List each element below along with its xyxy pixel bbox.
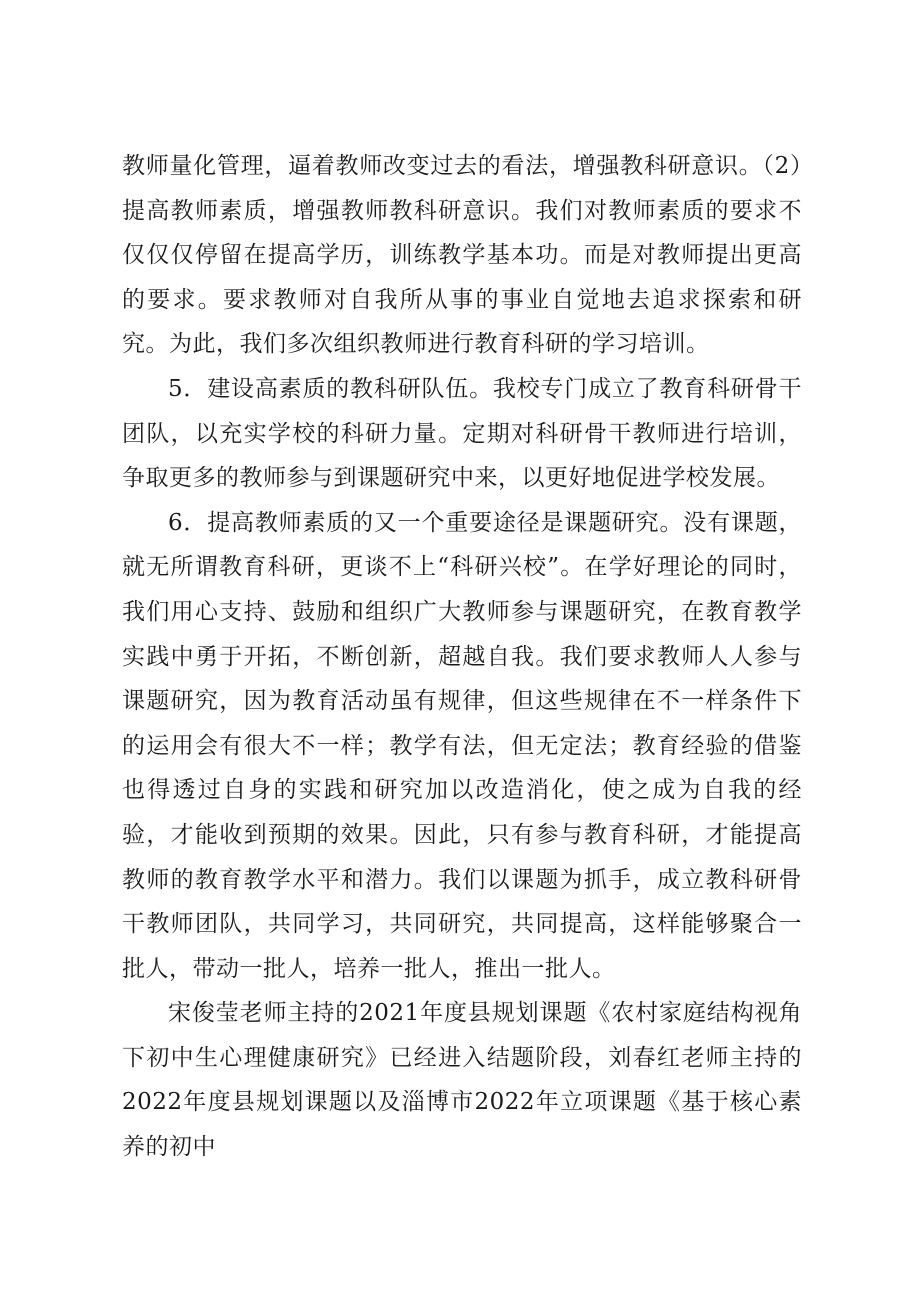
paragraph-item-5: 5．建设高素质的教科研队伍。我校专门成立了教育科研骨干团队，以充实学校的科研力量。定期对科研骨干教师进行培训，争取更多的教师参与到课题研究中来，以更好地促进学校发展。 (122, 375, 802, 492)
paragraph-item-6: 6．提高教师素质的又一个重要途径是课题研究。没有课题，就无所谓教育科研，更谈不上“科研兴校”。在学好理论的同时，我们用心支持、鼓励和组织广大教师参与课题研究，在教育教学实践中勇于开拓，不断创新，超越自我。我们要求教师人人参与课题研究，因为教育活动虽有规律，但这些规律在不一样条件下的运用会有很大不一样；教学有法，但无定法；教育经验的借鉴也得透过自身的实践和研究加以改造消化，使之成为自我的经验，才能收到预期的效果。因此，只有参与教育科研，才能提高教师的教育教学水平和潜力。我们以课题为抓手，成立教科研骨干教师团队，共同学习，共同研究，共同提高，这样能够聚合一批人，带动一批人，培养一批人，推出一批人。 (122, 509, 802, 982)
paragraph-research-projects: 宋俊莹老师主持的2021年度县规划课题《农村家庭结构视角下初中生心理健康研究》已经进入结题阶段，刘春红老师主持的2022年度县规划课题以及淄博市2022年立项课题《基于核心素养的初中 (122, 1000, 802, 1161)
document-body (122, 144, 802, 1170)
paragraph-continuation: 教师量化管理，逼着教师改变过去的看法，增强教科研意识。（2）提高教师素质，增强教师教科研意识。我们对教师素质的要求不仅仅仅停留在提高学历，训练教学基本功。而是对教师提出更高的要求。要求教师对自我所从事的事业自觉地去追求探索和研究。为此，我们多次组织教师进行教育科研的学习培训。 (122, 153, 802, 358)
